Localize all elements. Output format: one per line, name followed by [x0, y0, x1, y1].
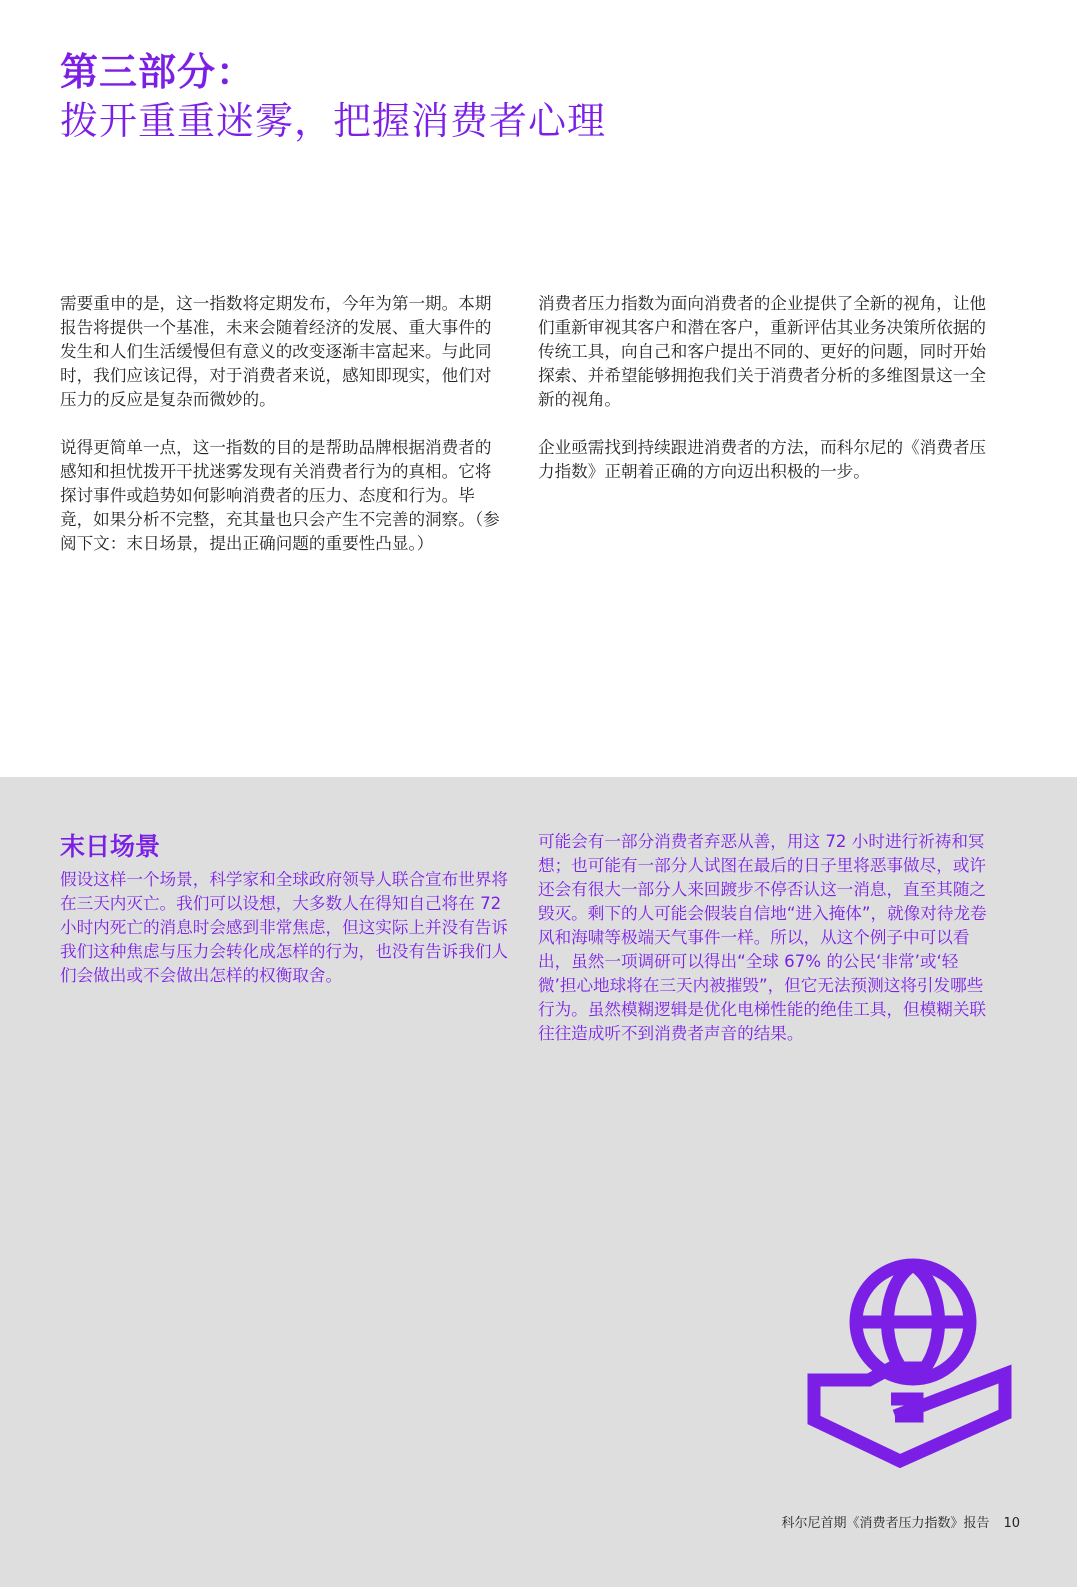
section-label: 第三部分：	[60, 50, 256, 94]
intro-right-column	[538, 292, 990, 508]
page-number: 10	[1003, 1516, 1020, 1531]
intro-paragraph: 需要重申的是，这一指数将定期发布，今年为第一期。本期报告将提供一个基准，未来会随着经济的发展、重大事件的发生和人们生活缓慢但有意义的改变逐渐丰富起来。与此同时，我们应该记得，对于消费者来说，感知即现实，他们对压力的反应是复杂而微妙的。	[60, 294, 492, 409]
globe-in-hand-icon	[805, 1256, 1020, 1468]
intro-paragraph: 消费者压力指数为面向消费者的企业提供了全新的视角，让他们重新审视其客户和潜在客户，重新评估其业务决策所依据的传统工具，向自己和客户提出不同的、更好的问题，同时开始探索、并希望能够拥抱我们关于消费者分析的多维图景这一全新的视角。	[538, 294, 987, 409]
doomsday-title: 末日场景	[60, 832, 161, 861]
doomsday-left-text: 假设这样一个场景，科学家和全球政府领导人联合宣布世界将在三天内灭亡。我们可以设想，大多数人在得知自己将在 72 小时内死亡的消息时会感到非常焦虑，但这实际上并没有告诉我们这种焦虑与压力会转化成怎样的行为，也没有告诉我们人们会做出或不会做出怎样的权衡取舍。	[60, 870, 509, 985]
intro-paragraph: 企业亟需找到持续跟进消费者的方法，而科尔尼的《消费者压力指数》正朝着正确的方向迈出积极的一步。	[538, 438, 987, 481]
page-footer	[640, 1512, 1020, 1531]
intro-left-column	[60, 292, 508, 580]
page-title	[60, 48, 1020, 146]
report-name: 科尔尼首期《消费者压力指数》报告	[781, 1516, 990, 1531]
section-title: 拨开重重迷雾，把握消费者心理	[60, 99, 607, 143]
intro-paragraph: 说得更简单一点，这一指数的目的是帮助品牌根据消费者的感知和担忧拨开干扰迷雾发现有关消费者行为的真相。它将探讨事件或趋势如何影响消费者的压力、态度和行为。毕竟，如果分析不完整，充其量也只会产生不完善的洞察。（参阅下文：末日场景，提出正确问题的重要性凸显。）	[60, 438, 500, 553]
doomsday-right-text: 可能会有一部分消费者弃恶从善，用这 72 小时进行祈祷和冥想；也可能有一部分人试图在最后的日子里将恶事做尽，或许还会有很大一部分人来回踱步不停否认这一消息，直至其随之毁灭。剩下的人可能会假装自信地“进入掩体”，就像对待龙卷风和海啸等极端天气事件一样。所以，从这个例子中可以看出，虽然一项调研可以得出“全球 67% 的公民‘非常’或‘轻微’担心地球将在三天内被摧毁”，但它无法预测这将引发哪些行为。虽然模糊逻辑是优化电梯性能的绝佳工具，但模糊关联往往造成听不到消费者声音的结果。	[538, 832, 987, 1043]
